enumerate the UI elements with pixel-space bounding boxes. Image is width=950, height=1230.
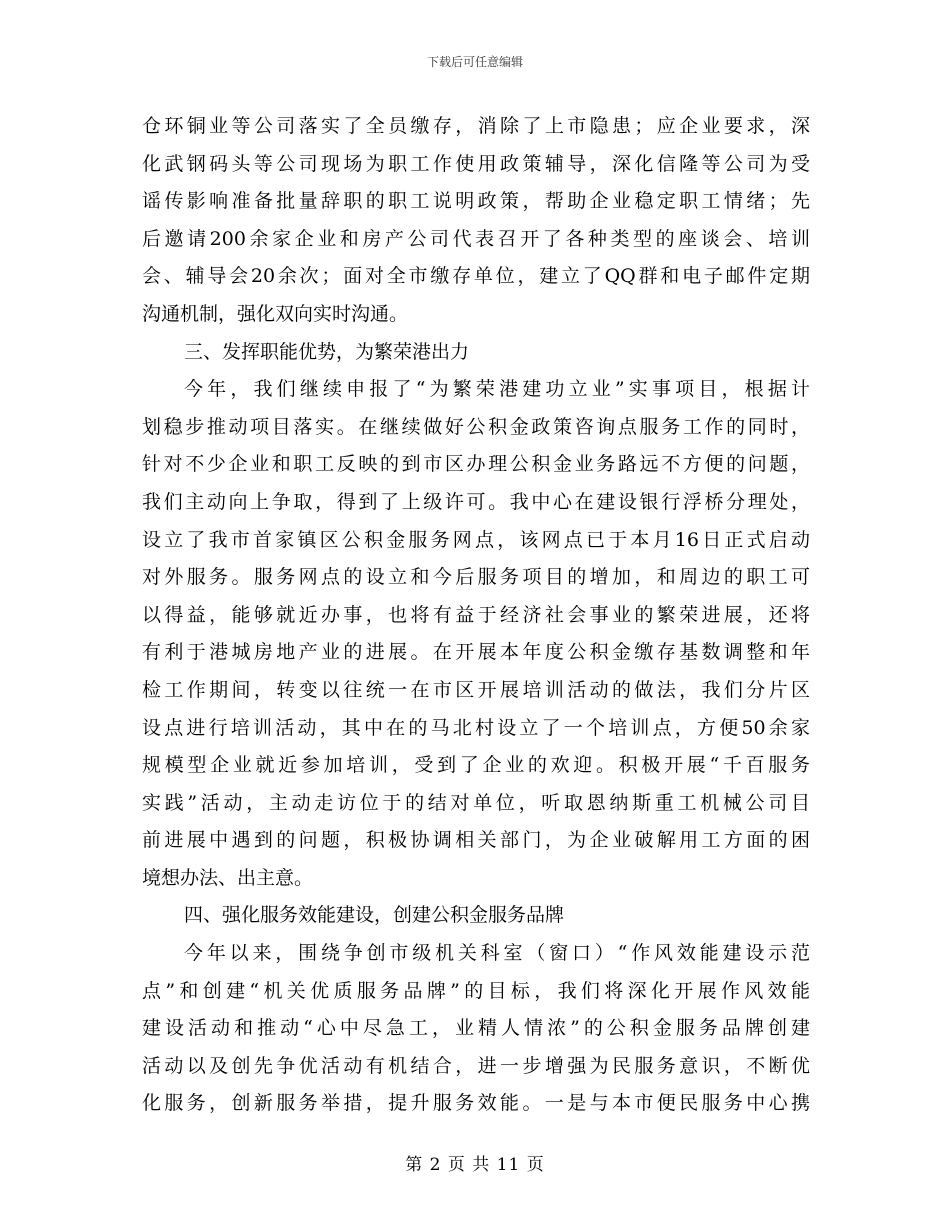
text-line: 划稳步推动项目落实。在继续做好公积金政策咨询点服务工作的同时， (142, 415, 810, 438)
text-line: 谣传影响准备批量辞职的职工说明政策，帮助企业稳定职工情绪；先 (142, 190, 810, 213)
text-line: 有利于港城房地产业的进展。在开展本年度公积金缴存基数调整和年 (142, 641, 810, 664)
text-line: 针对不少企业和职工反映的到市区办理公积金业务路远不方便的问题， (142, 453, 810, 476)
text-line: 三、发挥职能优势，为繁荣港出力 (184, 340, 470, 363)
text-line: 设点进行培训活动，其中在的马北村设立了一个培训点，方便50余家 (142, 716, 810, 739)
page-header: 下载后可任意编辑 (426, 55, 523, 69)
text-line: 前进展中遇到的问题，积极协调相关部门，为企业破解用工方面的困 (142, 829, 810, 852)
text-line: 设立了我市首家镇区公积金服务网点，该网点已于本月16日正式启动 (142, 528, 810, 551)
text-line: 检工作期间，转变以往统一在市区开展培训活动的做法，我们分片区 (142, 678, 810, 701)
text-line: 沟通机制，强化双向实时沟通。 (142, 302, 409, 325)
text-line: 点”和创建“机关优质服务品牌”的目标，我们将深化开展作风效能 (142, 979, 810, 1002)
page-number: 第 2 页 共 11 页 (405, 1155, 545, 1175)
text-line: 实践”活动，主动走访位于的结对单位，听取恩纳斯重工机械公司目 (142, 791, 810, 814)
text-line: 四、强化服务效能建设，创建公积金服务品牌 (184, 904, 565, 927)
text-line: 我们主动向上争取，得到了上级许可。我中心在建设银行浮桥分理处， (142, 490, 810, 513)
text-line: 化武钢码头等公司现场为职工作使用政策辅导，深化信隆等公司为受 (142, 152, 810, 175)
text-line: 规模型企业就近参加培训，受到了企业的欢迎。积极开展“千百服务 (142, 754, 810, 777)
text-line: 会、辅导会20余次；面对全市缴存单位，建立了QQ群和电子邮件定期 (142, 265, 810, 288)
text-line: 今年，我们继续申报了“为繁荣港建功立业”实事项目，根据计 (184, 378, 810, 401)
text-line: 后邀请200余家企业和房产公司代表召开了各种类型的座谈会、培训 (142, 227, 810, 250)
text-line: 对外服务。服务网点的设立和今后服务项目的增加，和周边的职工可 (142, 566, 810, 589)
text-line: 建设活动和推动“心中尽急工，业精人情浓”的公积金服务品牌创建 (142, 1017, 810, 1040)
text-line: 今年以来，围绕争创市级机关科室（窗口）“作风效能建设示范 (184, 942, 810, 965)
text-line: 仓环铜业等公司落实了全员缴存，消除了上市隐患；应企业要求，深 (142, 115, 810, 137)
text-line: 化服务，创新服务举措，提升服务效能。一是与本市便民服务中心携 (142, 1092, 810, 1115)
text-line: 活动以及创先争优活动有机结合，进一步增强为民服务意识，不断优 (142, 1054, 810, 1077)
text-line: 境想办法、出主意。 (142, 866, 314, 889)
text-line: 以得益，能够就近办事，也将有益于经济社会事业的繁荣进展，还将 (142, 603, 810, 626)
document-body (142, 108, 810, 1123)
